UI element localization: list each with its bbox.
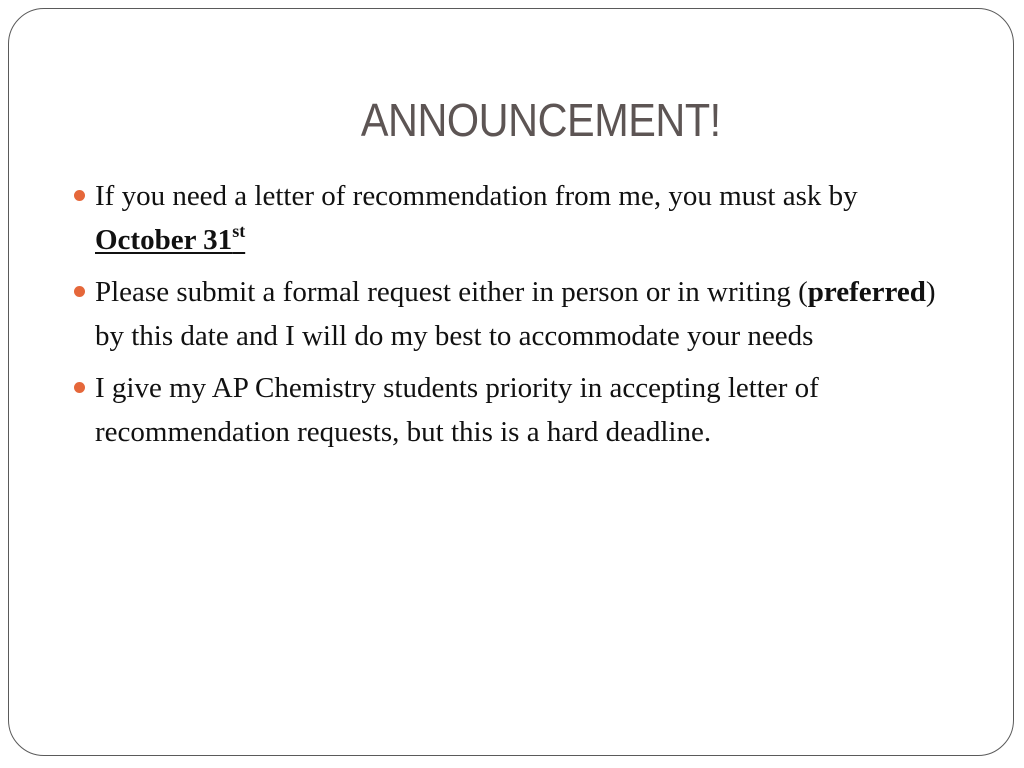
slide-title: ANNOUNCEMENT! <box>360 94 721 146</box>
deadline-date-suffix: st <box>232 221 246 241</box>
bullet-list <box>73 174 953 462</box>
bullet-text: If you need a letter of recommendation from me, you must ask by <box>95 180 858 212</box>
bullet-dot-icon <box>74 286 85 297</box>
slide <box>8 8 1014 756</box>
bullet-dot-icon <box>74 190 85 201</box>
bullet-item-priority <box>73 366 953 454</box>
bullet-dot-icon <box>74 382 85 393</box>
bullet-text: Please submit a formal request either in person or in writing ( <box>95 276 808 308</box>
deadline-date-text: October 31 <box>95 224 233 256</box>
bullet-text: ) by this date and I will do my best to accommodate your needs <box>95 276 936 352</box>
deadline-date <box>95 221 246 256</box>
bullet-item-deadline <box>73 174 953 262</box>
preferred-emphasis: preferred <box>807 276 926 308</box>
bullet-text: I give my AP Chemistry students priority in accepting letter of recommendation requests, but this is a hard deadline. <box>95 372 819 448</box>
bullet-item-request <box>73 270 953 358</box>
